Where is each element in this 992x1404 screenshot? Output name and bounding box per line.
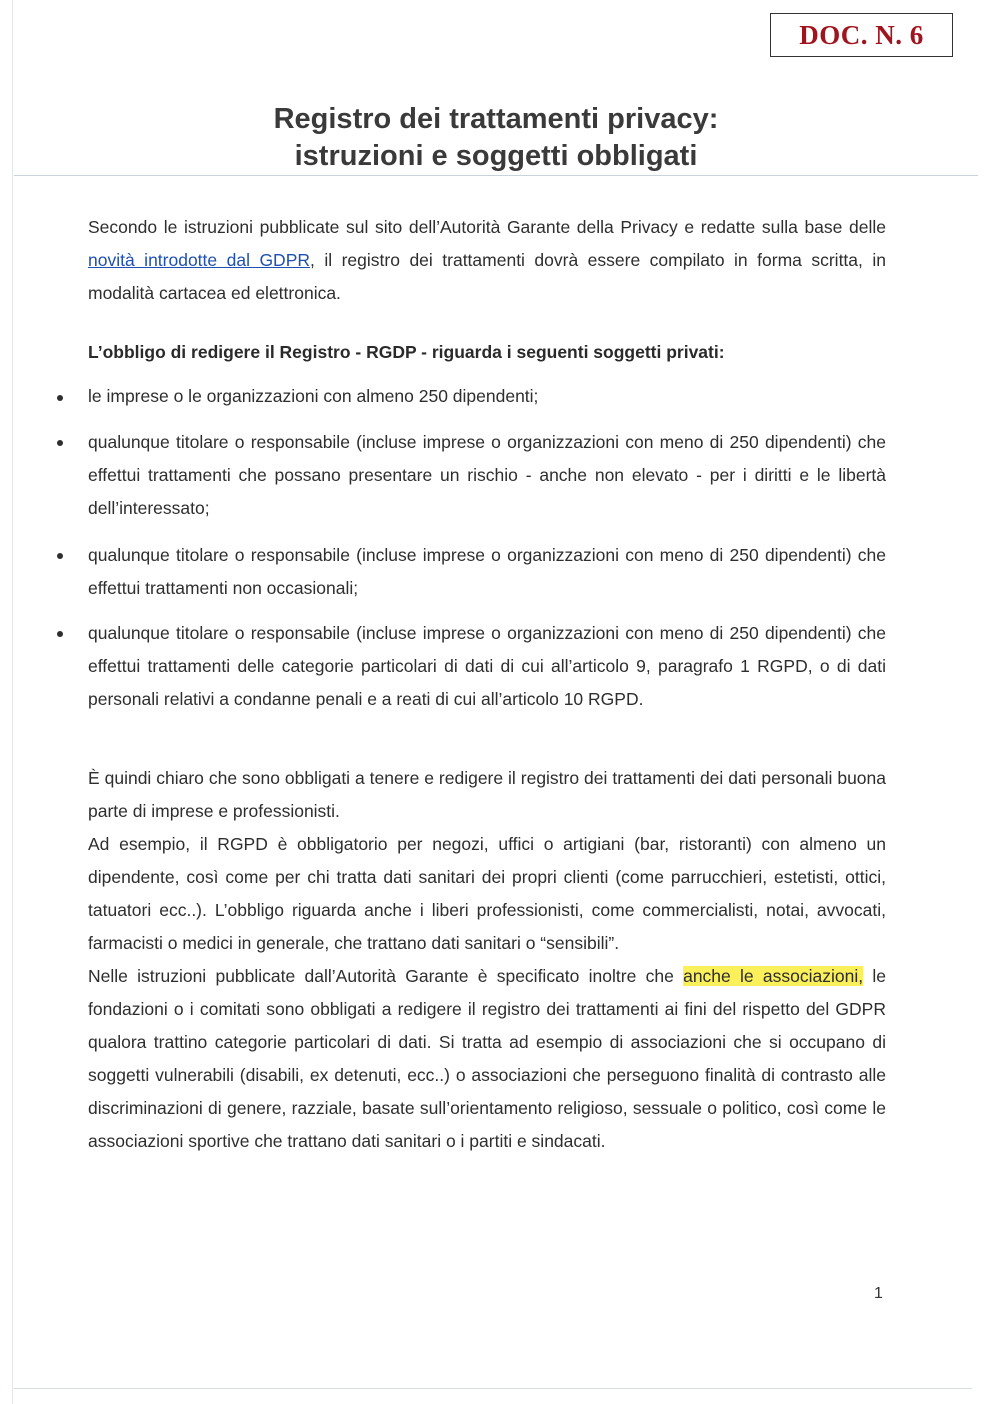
- title-line-2: istruzioni e soggetti obbligati: [294, 140, 698, 172]
- bullet-dot-2: [57, 440, 63, 446]
- conclusion-paragraph-1: È quindi chiaro che sono obbligati a tenere e redigere il registro dei trattamenti dei dati personali buona parte di imprese e professionisti.: [88, 768, 886, 821]
- bullet-item-1: le imprese o le organizzazioni con almeno 250 dipendenti;: [88, 386, 539, 406]
- conclusion-paragraph-3: [88, 960, 886, 1158]
- page-number: 1: [874, 1285, 883, 1302]
- scan-edge-bottom: [14, 1388, 972, 1389]
- title-divider: [14, 175, 978, 176]
- page-title: [0, 101, 992, 175]
- bullet-dot-4: [57, 631, 63, 637]
- intro-paragraph: [88, 211, 886, 310]
- bullet-item-4: qualunque titolare o responsabile (incluse imprese o organizzazioni con meno di 250 dipendenti) che effettui trattamenti delle categorie particolari di dati di cui all’articolo 9, paragrafo 1 RGPD, o di dati personali relativi a condanne penali e a reati di cui all’articolo 10 RGPD.: [88, 623, 886, 709]
- intro-text-after: , il registro dei trattamenti dovrà essere compilato in forma scritta, in modalità cartacea ed elettronica.: [88, 250, 886, 303]
- bullet-dot-1: [57, 395, 63, 401]
- gdpr-novelties-link[interactable]: novità introdotte dal GDPR: [88, 250, 311, 270]
- associations-text-after: le fondazioni o i comitati sono obbligati a redigere il registro dei trattamenti ai fini del rispetto del GDPR qualora trattino categorie particolari di dati. Si tratta ad esempio di associazioni che si occupano di soggetti vulnerabili (disabili, ex detenuti, ecc..) o associazioni che perseguono finalità di contrasto alle discriminazioni di genere, razziale, basate sull’orientamento religioso, sessuale o politico, così come le associazioni sportive che trattano dati sanitari o i partiti e sindacati.: [88, 966, 887, 1151]
- title-line-1: Registro dei trattamenti privacy:: [273, 103, 719, 135]
- intro-text-before: Secondo le istruzioni pubblicate sul sito dell’Autorità Garante della Privacy e redatte sulla base delle: [88, 217, 886, 237]
- obligation-heading: L’obbligo di redigere il Registro - RGDP - riguarda i seguenti soggetti privati:: [88, 342, 725, 362]
- bullet-item-2: qualunque titolare o responsabile (incluse imprese o organizzazioni con meno di 250 dipendenti) che effettui trattamenti che possano presentare un rischio - anche non elevato - per i diritti e le libertà dell’interessato;: [88, 432, 886, 518]
- highlighted-associations: anche le associazioni,: [683, 966, 864, 986]
- conclusion-paragraph-2: Ad esempio, il RGPD è obbligatorio per negozi, uffici o artigiani (bar, ristoranti) con almeno un dipendente, così come per chi tratta dati sanitari dei propri clienti (come parrucchieri, estetisti, ottici, tatuatori ecc..). L’obbligo riguarda anche i liberi professionisti, come commercialisti, notai, avvocati, farmacisti o medici in generale, che trattano dati sanitari o “sensibili”.: [88, 834, 886, 953]
- associations-text-before: Nelle istruzioni pubblicate dall’Autorità Garante è specificato inoltre che: [88, 966, 684, 986]
- bullet-item-3: qualunque titolare o responsabile (incluse imprese o organizzazioni con meno di 250 dipendenti) che effettui trattamenti non occasionali;: [88, 545, 886, 598]
- scan-edge-left: [12, 0, 13, 1404]
- bullet-dot-3: [57, 553, 63, 559]
- document-number-stamp: DOC. N. 6: [770, 13, 953, 57]
- conclusion-section: [88, 762, 886, 1158]
